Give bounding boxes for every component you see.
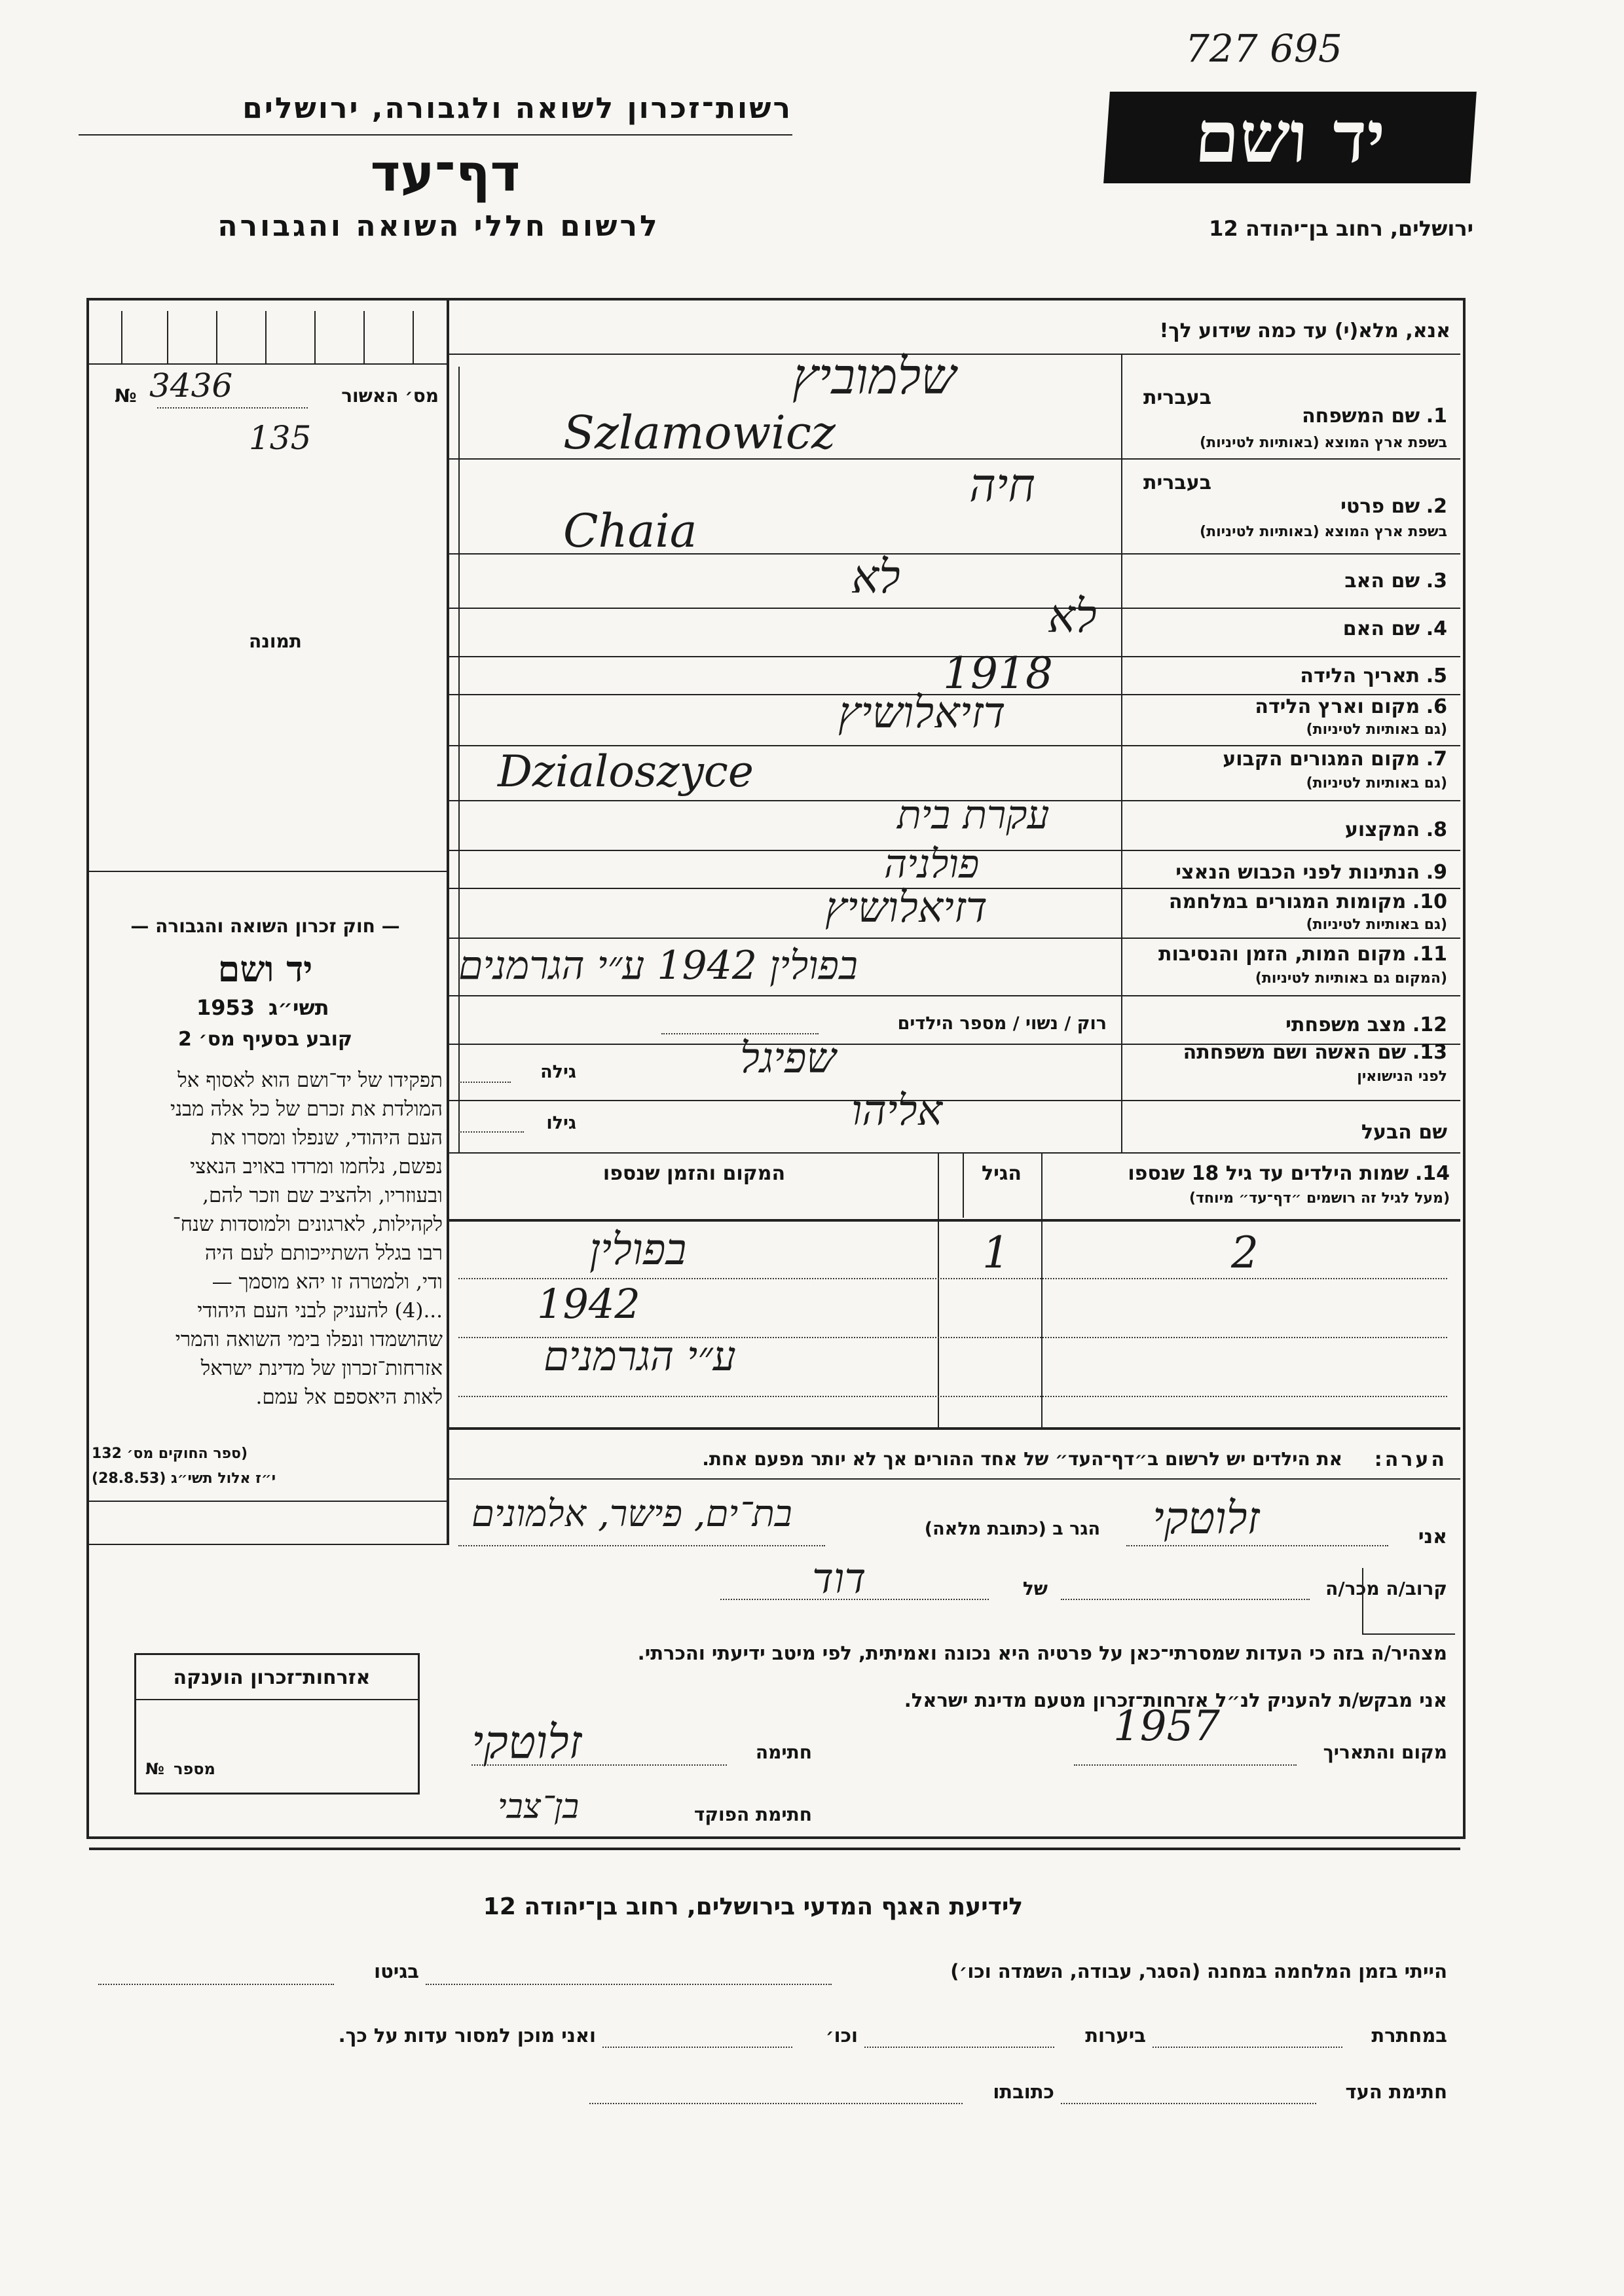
children-col-divider-1 [1041,1152,1043,1427]
declarant-relation-dots [1061,1599,1310,1600]
field-2-hebrew-label: בעברית [1143,471,1211,494]
tick [314,311,316,363]
note-text: את הילדים יש לרשום ב״דף־העד״ של אחד ההורים אך לא יותר מפעם אחת. [702,1448,1342,1470]
children-row-1-place[interactable]: בפולין [589,1224,687,1275]
field-number: 10. [1412,890,1447,913]
field-13-age-dots [458,1082,511,1083]
law-text-line: העם היהודי, שנפלו ומסרו את [210,1126,443,1150]
field-label-text: מקום המגורים הקבוע [1223,748,1420,771]
bottom-section-top [89,1848,1460,1850]
children-row-3-place[interactable]: ע״י הגרמנים [544,1332,736,1380]
value-area-left-border [458,367,460,1152]
officer-value[interactable]: בן־צבי [498,1787,580,1827]
label-column-divider [1121,354,1122,1152]
tick [413,311,414,363]
field-number: 3. [1426,570,1447,592]
field-2-label [1218,495,1447,518]
form-title: דף־עד [370,144,521,203]
declarant-i-label: אני [1418,1525,1447,1548]
law-ref-1: (ספר החוקים מס׳ 132 [92,1446,248,1462]
field-11-sub: (המקום גם באותיות לטיניות) [1255,970,1447,987]
field-7-value[interactable]: Dzialoszyce [498,746,754,797]
husband-label: שם הבעל [1361,1121,1447,1144]
org-line: רשות־זכרון לשואה ולגבורה, ירושלים [242,92,792,125]
field-number: 14. [1414,1162,1450,1185]
law-title: — חוק זכרון השואה והגבורה — [130,915,400,937]
field-10-line [449,938,1460,939]
field-number: 11. [1412,943,1447,966]
law-year-hebrew: תשי״ג [268,995,329,1020]
field-number: 12. [1412,1013,1447,1036]
header-address: ירושלים, רחוב בן־יהודה 12 [1209,216,1473,241]
form-subtitle: לרשום חללי השואה והגבורה [217,210,660,243]
field-label-text: המקצוע [1344,818,1420,841]
field-1-label [1218,405,1447,428]
field-11-value[interactable]: בפולין 1942 ע״י הגרמנים [458,943,858,989]
field-6-sub: (גם באותיות לטיניות) [1306,721,1447,738]
children-row-3-line [458,1396,1447,1397]
field-12-label [1218,1013,1447,1036]
field-label-text: מקום וארץ הלידה [1255,695,1420,718]
declarant-name[interactable]: זלוטקי [1153,1493,1260,1544]
husband-age-dots [458,1131,524,1133]
law-top-line [89,871,447,872]
declarant-address-dots [458,1545,825,1546]
request-text: אני מבקש/ת להעניק לנ״ל אזרחות־זכרון מטעם מדינת ישראל. [904,1689,1447,1711]
law-year: 1953 [196,995,255,1020]
declarant-name-dots [1126,1545,1388,1546]
field-1-value-hebrew[interactable]: שלמוביץ [792,347,957,405]
field-label-text: שם פרטי [1340,495,1420,518]
tick [265,311,267,363]
declarant-resident-label: הגר ב (כתובת מלאה) [924,1519,1100,1539]
declarant-of-label: של [1022,1578,1048,1599]
logo-text: יד ושם [1192,96,1388,179]
bottom-line3-b: כתובתו [993,2081,1054,2103]
field-2-sub: בשפת ארץ המוצא (באותיות לטיניות) [1200,524,1447,540]
field-2-line [449,553,1460,555]
declarant-relative-label: קרוב/ה מכר/ה [1325,1578,1447,1599]
bottom-line2-b: ביערות [1085,2024,1146,2047]
field-11-line [449,995,1460,996]
field-6-label [1126,695,1447,718]
children-label-text: שמות הילדים עד גיל 18 שנספו [1128,1162,1409,1185]
citizenship-box-line [134,1699,418,1700]
signature-value[interactable]: זלוטקי [471,1715,582,1769]
children-col-place: המקום והזמן שנספו [602,1162,786,1185]
husband-age-label: גילו [546,1113,576,1133]
law-text-line: נפשם, נלחמו ומרדו באויב הנאצי [190,1155,443,1178]
field-label-text: הנתינות לפני הכבוש הנאצי [1175,861,1420,884]
field-13-label [1125,1041,1447,1064]
bottom-line1-dots-a [426,1984,832,1985]
citizenship-box-prefix: № [145,1760,164,1778]
field-8-value[interactable]: עקרת בית [897,792,1050,838]
field-11-label [1126,943,1447,966]
citizenship-box-title: אזרחות־זכרון הוענקה [173,1666,371,1689]
field-9-value[interactable]: פולניה [884,841,980,887]
field-label-text: שם האם [1342,617,1420,640]
bottom-line3-dots-a [1061,2103,1316,2104]
children-row-1-age[interactable]: 1 [982,1228,1010,1278]
left-panel-divider [447,298,449,1545]
place-date-label: מקום והתאריך [1323,1741,1447,1763]
law-text-line: ובעוזריו, ולהציב שם וזכר להם, [202,1184,443,1207]
husband-value[interactable]: אליהו [851,1087,942,1135]
field-3-line [449,608,1460,609]
field-1-sub: בשפת ארץ המוצא (באותיות לטיניות) [1200,435,1447,451]
law-name: יד ושם [217,948,313,990]
bottom-line1-dots-b [98,1984,334,1985]
field-8-label [1218,818,1447,841]
field-5-value[interactable]: 1918 [943,648,1053,699]
law-text-line: רבו בגלל השתייכותם לעם היה [204,1241,443,1265]
relative-label-box [1362,1568,1455,1635]
field-6-value[interactable]: דזיאלושיץ [838,687,1006,738]
approval-prefix: № [115,385,137,407]
field-number: 5. [1426,665,1447,687]
field-7-label [1126,748,1447,771]
children-sub: (מעל לגיל זה רושמים ״דף־עד״ מיוחד) [1189,1190,1450,1207]
bottom-line2-end: ואני מוכן למסור עדות על כך. [338,2024,596,2047]
approval-dots [157,407,308,409]
field-number: 9. [1426,861,1447,884]
field-13-value[interactable]: שפיגל [740,1034,836,1083]
tick [121,311,122,363]
field-10-value[interactable]: דזיאלושיץ [825,884,987,932]
form-intro: אנא, מלא(י) עד כמה שידוע לך! [1159,319,1450,342]
left-panel-ticks-line [89,363,447,365]
children-label [1048,1162,1450,1185]
law-text-line: תפקידו של יד־ושם הוא לאסוף אל [177,1068,443,1092]
law-text [92,1066,443,1412]
field-12-options[interactable]: רוק / נשוי / מספר הילדים [897,1013,1107,1034]
tick [167,311,168,363]
field-10-label [1126,890,1447,913]
bottom-line2-c: וכו׳ [825,2024,858,2047]
field-13-line [449,1100,1460,1101]
bottom-line2-dots-a [1153,2047,1342,2048]
bottom-line3-dots-b [589,2103,963,2104]
field-label-text: מצב משפחתי [1285,1013,1407,1036]
field-1-line [449,458,1460,460]
law-text-line: המולדת את זכרם של כל אלה מבני [170,1097,443,1121]
citizenship-box-number-label: מספר [174,1760,215,1778]
declaration-text: מצהיר/ה בזה כי העדות שמסרתי־כאן על פרטיה היא נכונה ואמיתית, לפי מיטב ידיעתי והכרתי. [637,1642,1447,1664]
children-row-2-place[interactable]: 1942 [537,1280,640,1328]
bottom-line2-dots-b [864,2047,1054,2048]
law-section: קובע בסעיף מס׳ 2 [177,1028,353,1051]
field-number: 1. [1426,405,1447,428]
law-bottom-line [89,1501,447,1502]
field-label-text: שם המשפחה [1302,405,1420,428]
field-13-sub: לפני הנישואין [1357,1068,1447,1085]
field-label-text: שם האשה ושם משפחתה [1183,1041,1407,1064]
field-4-label [1218,617,1447,640]
husband-line [449,1152,1460,1154]
field-number: 13. [1412,1041,1447,1064]
note-label: הערה: [1374,1448,1447,1471]
bottom-line2-a: במחתרת [1371,2024,1447,2047]
field-2-value-latin[interactable]: Chaia [563,504,697,558]
children-row-1-name[interactable]: 2 [1231,1228,1259,1278]
children-row-1-line [458,1278,1447,1279]
tick [216,311,217,363]
field-label-text: מקומות המגורים במלחמה [1168,890,1407,913]
field-5-label [1218,665,1447,687]
place-date-value[interactable]: 1957 [1113,1702,1220,1751]
field-7-sub: (גם באותיות לטיניות) [1306,775,1447,792]
approval-label: מס׳ האשור [341,385,439,407]
place-date-dots [1074,1764,1297,1766]
declarant-of-dots [720,1599,989,1600]
law-text-line: לקהילות, לארגונים ולמוסדות שנח־ [172,1212,443,1236]
org-underline [79,134,792,136]
field-1-value-latin[interactable]: Szlamowicz [563,406,836,460]
bottom-title: לידיעת האגף המדעי בירושלים, רחוב בן־יהודה 12 [483,1893,1024,1920]
field-label-text: שם האב [1344,570,1420,592]
field-number: 8. [1426,818,1447,841]
field-number: 2. [1426,495,1447,518]
law-text-line: ...(4) להעניק לבני העם היהודי [197,1299,443,1322]
field-9-label [1126,861,1447,884]
field-number: 7. [1426,748,1447,771]
field-label-text: מקום המות, הזמן והנסיבות [1158,943,1407,966]
bottom-line3-a: חתימת העד [1345,2081,1447,2103]
field-3-value[interactable]: לא [851,550,900,604]
declarant-relation[interactable]: דוד [812,1555,866,1603]
law-ref-2: י״ז אלול תשי״ג (28.8.53) [92,1470,276,1487]
law-text-line: אזרחות־זכרון של מדינת ישראל [200,1357,443,1380]
declarant-address[interactable]: בת־ים, פישר, אלמונים [471,1493,792,1535]
archive-number: 727 695 [1185,26,1342,71]
signature-label: חתימה [755,1741,812,1763]
officer-label: חתימת הפוקד [693,1804,812,1825]
law-text-line: שהושמדו ונפלו בימי השואה והמרי [175,1328,443,1351]
approval-sub: 135 [249,419,312,457]
children-col-age: הגיל [982,1162,1022,1185]
tick [363,311,365,363]
children-header-line [449,1219,1460,1222]
law-text-line: ודי, ולמטרה זו יהא מוסמך — [212,1270,443,1294]
field-label-text: תאריך הלידה [1300,665,1420,687]
approval-number: 3436 [149,367,233,405]
law-text-line: לאות היאספם אל עמם. [255,1385,443,1409]
photo-label: תמונה [249,630,302,652]
bottom-line2-dots-c [602,2047,792,2048]
field-4-value[interactable]: לא [1048,589,1097,643]
field-13-age-label: גילה [540,1062,576,1082]
children-col-divider-2 [938,1152,939,1427]
left-panel-bottom-line [89,1544,447,1545]
bottom-line1-end: בגיטו [374,1960,419,1982]
field-number: 6. [1426,695,1447,718]
note-line [449,1478,1460,1480]
yad-vashem-logo [1103,92,1477,183]
field-number: 4. [1426,617,1447,640]
field-1-hebrew-label: בעברית [1143,386,1211,409]
field-2-value-hebrew[interactable]: חיה [969,458,1035,512]
field-3-label [1218,570,1447,592]
children-bottom-line [449,1427,1460,1430]
bottom-line1: הייתי בזמן המלחמה במחנה (הסגר, עבודה, השמדה וכו׳) [950,1960,1447,1982]
field-10-sub: (גם באותיות לטיניות) [1306,917,1447,933]
